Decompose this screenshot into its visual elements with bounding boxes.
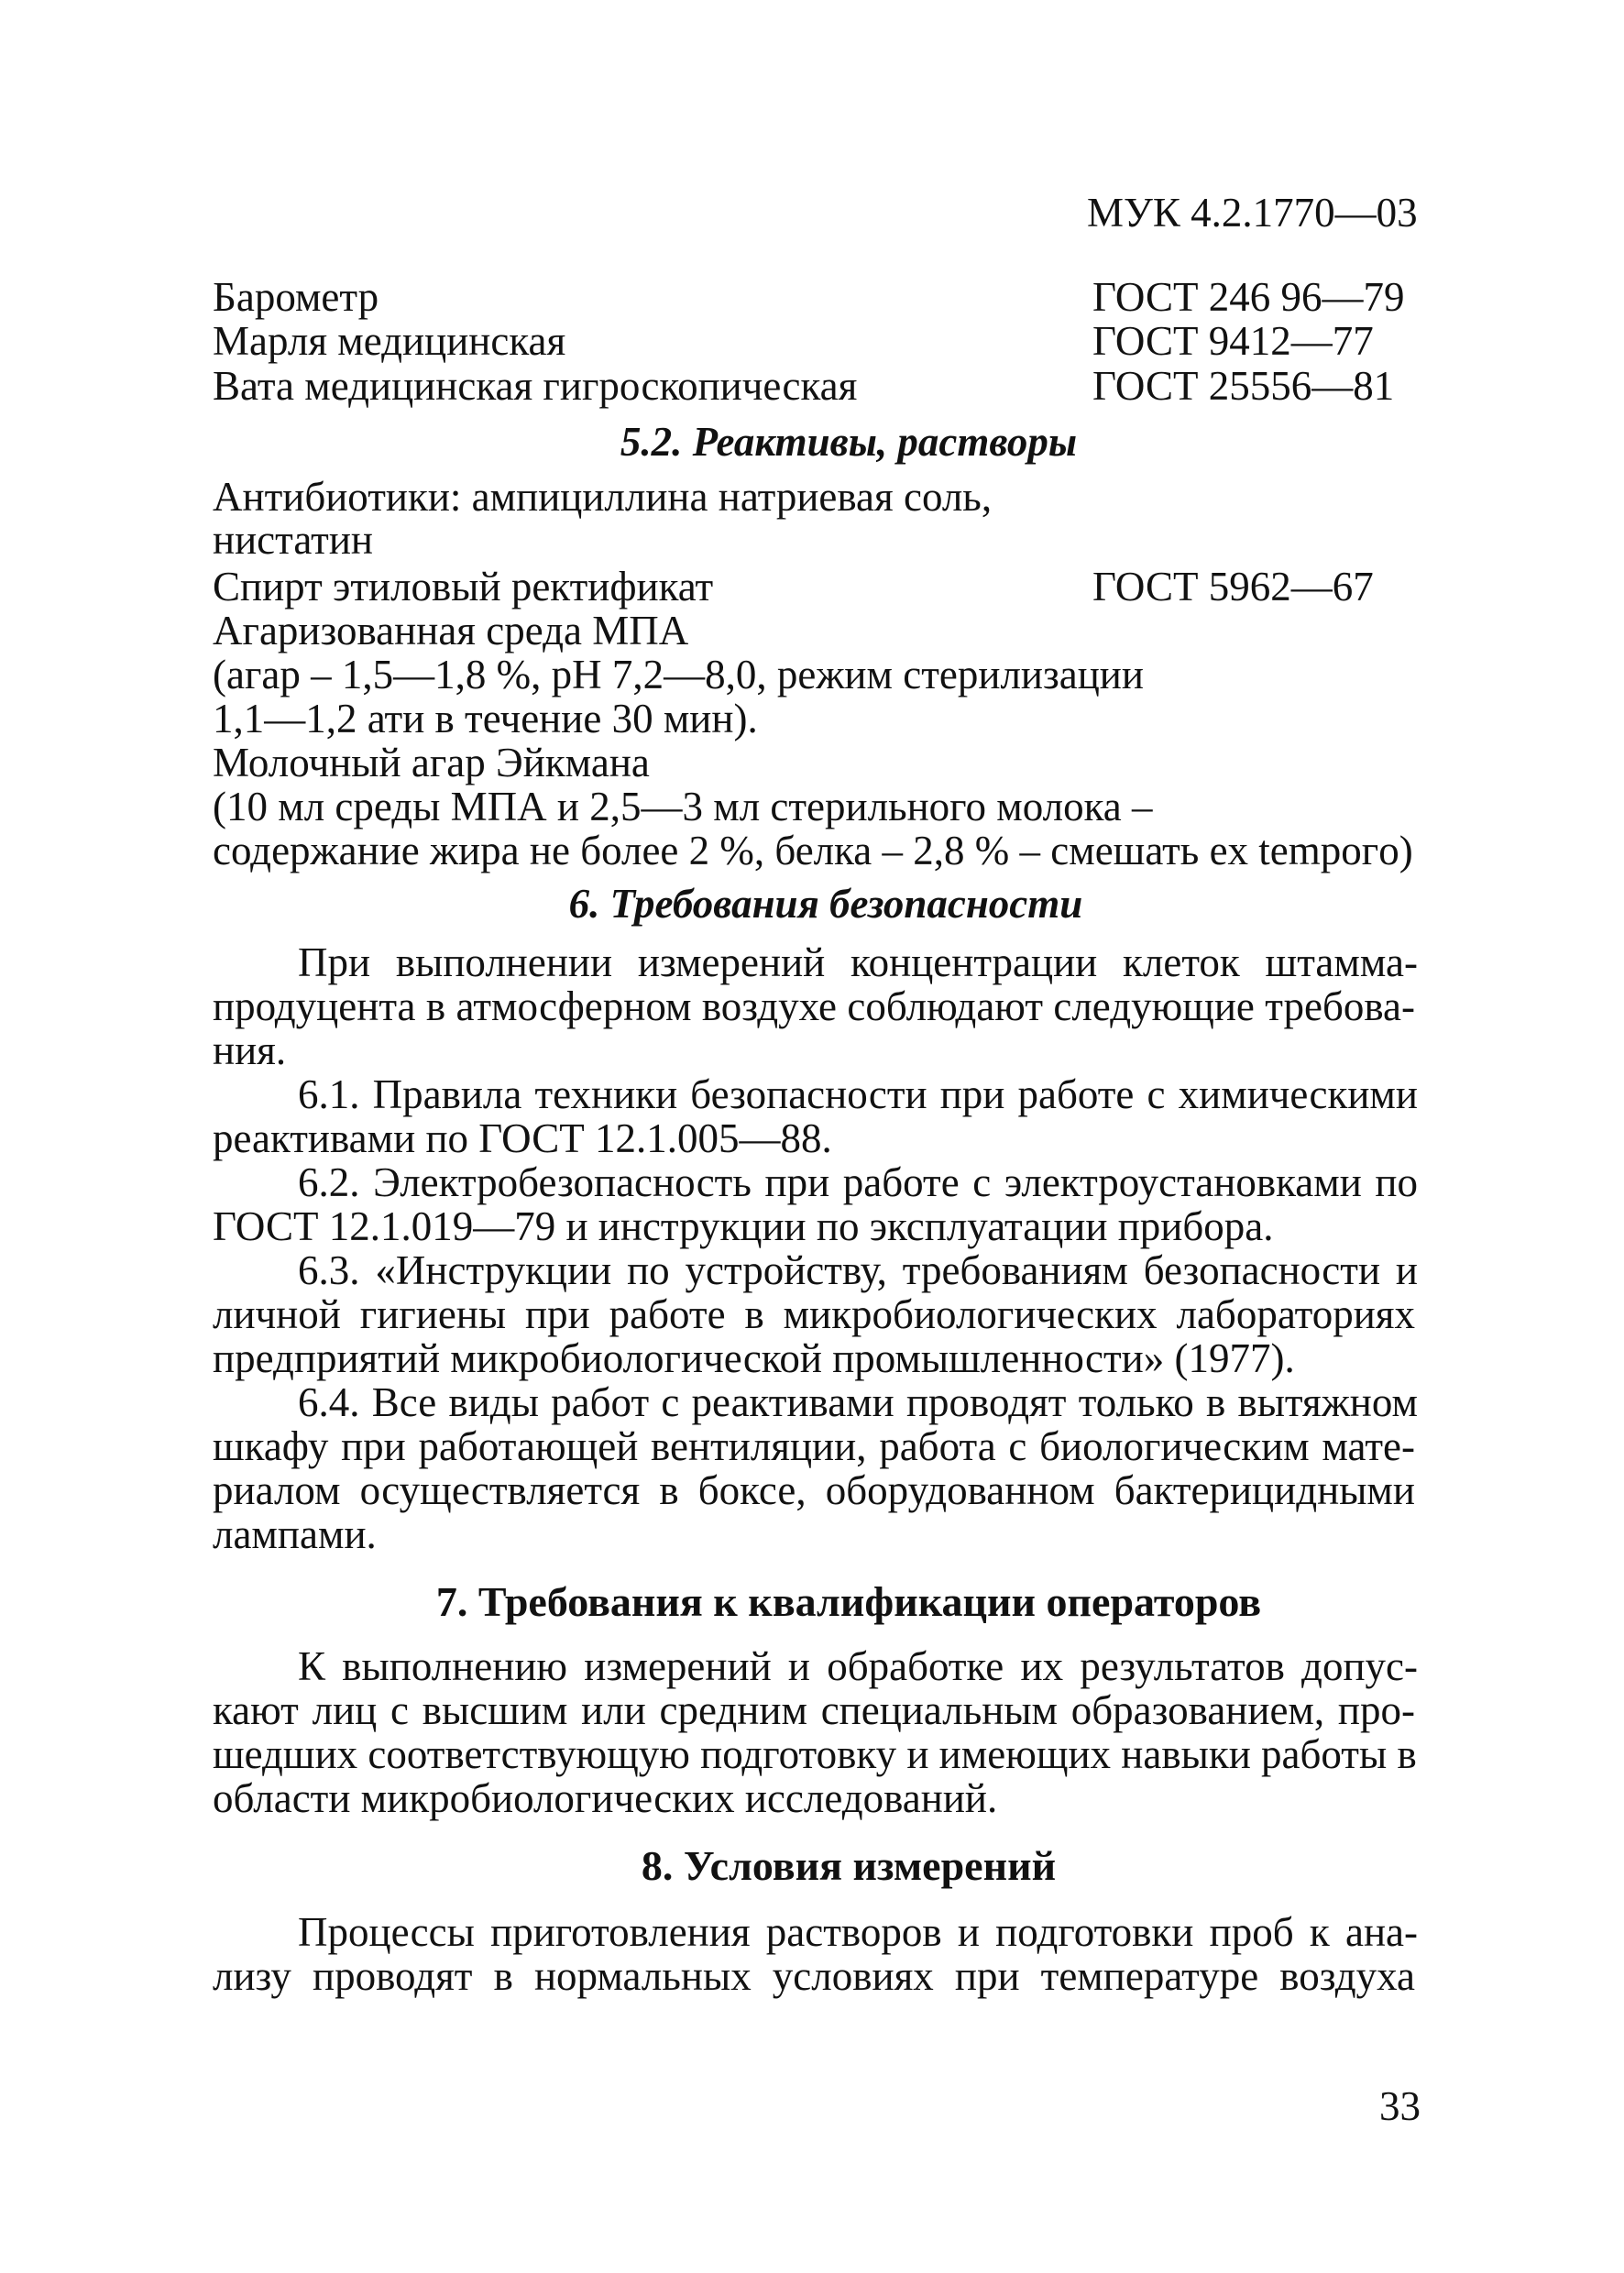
- reagent-standard: ГОСТ 5962—67: [1092, 564, 1374, 609]
- paragraph-line: области микробиологических исследований.: [213, 1775, 998, 1821]
- paragraph-line: продуцента в атмосферном воздухе соблюдают следующие требова-: [213, 983, 1415, 1029]
- reagent-line: Спирт этиловый ректификат: [213, 564, 714, 609]
- paragraph-line: шкафу при работающей вентиляции, работа с биологическим мате-: [213, 1423, 1415, 1469]
- paragraph-line: ния.: [213, 1027, 287, 1073]
- reagent-line: (агар – 1,5—1,8 %, pH 7,2—8,0, режим стерилизации: [213, 652, 1144, 697]
- section-8-heading: 8. Условия измерений: [641, 1842, 1057, 1889]
- paragraph-line: риалом осуществляется в боксе, оборудованном бактерицидными: [213, 1467, 1415, 1513]
- paragraph-line: личной гигиены при работе в микробиологических лабораториях: [213, 1291, 1415, 1337]
- section-7-heading: 7. Требования к квалификации операторов: [435, 1578, 1262, 1625]
- paragraph-line: К выполнению измерений и обработке их результатов допус-: [298, 1643, 1418, 1689]
- equipment-item-standard: ГОСТ 246 96—79: [1092, 274, 1405, 320]
- reagent-line: Молочный агар Эйкмана: [213, 740, 650, 785]
- document-code: МУК 4.2.1770—03: [1087, 190, 1418, 236]
- paragraph-line: кают лиц с высшим или средним специальным образованием, про-: [213, 1687, 1415, 1733]
- paragraph-line: 6.3. «Инструкции по устройству, требованиям безопасности и: [298, 1247, 1418, 1293]
- section-5-2-heading: 5.2. Реактивы, растворы: [620, 419, 1078, 465]
- paragraph-line: лампами.: [213, 1511, 377, 1557]
- reagent-line: (10 мл среды МПА и 2,5—3 мл стерильного молока –: [213, 784, 1153, 829]
- paragraph-line: 6.4. Все виды работ с реактивами проводят только в вытяжном: [298, 1379, 1418, 1425]
- equipment-item-standard: ГОСТ 9412—77: [1092, 318, 1374, 364]
- paragraph-line: При выполнении измерений концентрации клеток штамма-: [298, 939, 1418, 985]
- paragraph-line: Процессы приготовления растворов и подготовки проб к ана-: [298, 1909, 1418, 1955]
- paragraph-line: ГОСТ 12.1.019—79 и инструкции по эксплуатации прибора.: [213, 1203, 1274, 1249]
- paragraph-line: 6.2. Электробезопасность при работе с электроустановками по: [298, 1159, 1418, 1205]
- equipment-item-name: Барометр: [213, 274, 379, 320]
- reagent-line: Агаризованная среда МПА: [213, 608, 689, 653]
- equipment-item-name: Вата медицинская гигроскопическая: [213, 363, 858, 409]
- reagent-line: Антибиотики: ампициллина натриевая соль,: [213, 474, 993, 520]
- paragraph-line: реактивами по ГОСТ 12.1.005—88.: [213, 1115, 832, 1161]
- section-6-heading: 6. Требования безопасности: [568, 881, 1083, 927]
- page-number: 33: [1379, 2083, 1421, 2129]
- reagent-line: содержание жира не более 2 %, белка – 2,8 % – смешать ex tempoгo): [213, 828, 1413, 873]
- equipment-item-standard: ГОСТ 25556—81: [1092, 363, 1395, 409]
- reagent-line: нистатин: [213, 517, 373, 563]
- paragraph-line: лизу проводят в нормальных условиях при температуре воздуха: [213, 1953, 1415, 1999]
- paragraph-line: шедших соответствующую подготовку и имеющих навыки работы в: [213, 1731, 1417, 1777]
- paragraph-line: предприятий микробиологической промышленности» (1977).: [213, 1335, 1295, 1381]
- paragraph-line: 6.1. Правила техники безопасности при работе с химическими: [298, 1071, 1418, 1117]
- reagent-line: 1,1—1,2 ати в течение 30 мин).: [213, 696, 758, 741]
- equipment-item-name: Марля медицинская: [213, 318, 566, 364]
